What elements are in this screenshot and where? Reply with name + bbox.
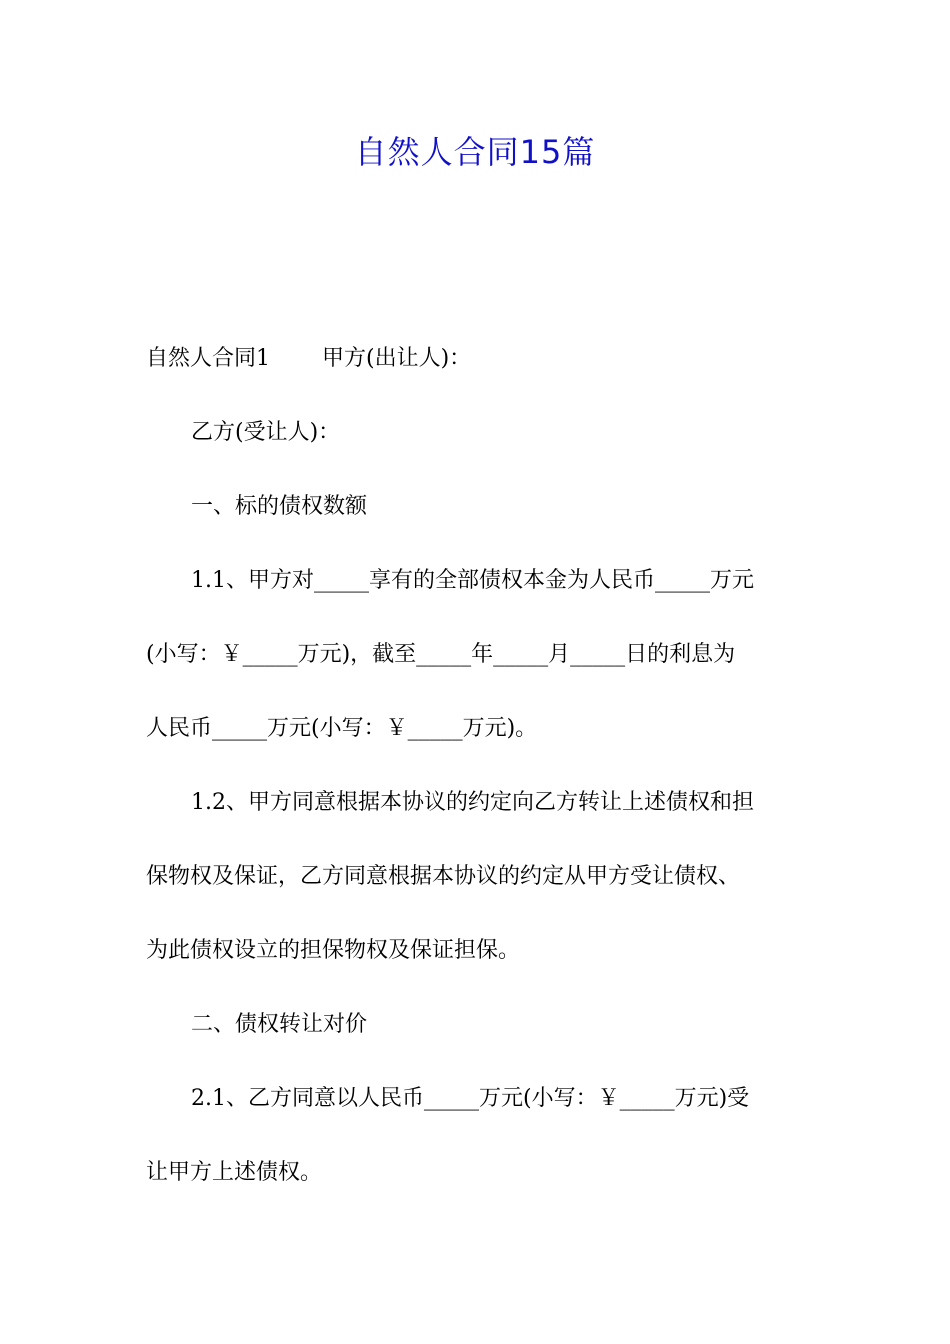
party-a-label: 甲方(出让人)：	[322, 346, 472, 371]
clause-1-2-line-3: 为此债权设立的担保物权及保证担保。	[146, 938, 521, 963]
clause-1-1-line-1: 1.1、甲方对_____享有的全部债权本金为人民币_____万元	[191, 568, 754, 593]
document-body	[146, 334, 808, 1222]
clause-1-1-line-3: 人民币_____万元(小写：￥_____万元)。	[146, 716, 538, 741]
contract-heading-line	[146, 334, 808, 408]
clause-1-1-line-2: (小写：￥_____万元)，截至_____年_____月_____日的利息为	[146, 642, 736, 667]
section-1-heading: 一、标的债权数额	[191, 494, 368, 519]
section-2-heading: 二、债权转让对价	[191, 1012, 368, 1037]
clause-1-2-line-2: 保物权及保证，乙方同意根据本协议的约定从甲方受让债权、	[146, 864, 741, 889]
party-b-label: 乙方(受让人)：	[191, 420, 341, 445]
clause-2-1-line-1: 2.1、乙方同意以人民币_____万元(小写：￥_____万元)受	[191, 1086, 750, 1111]
document-title: 自然人合同15篇	[354, 133, 596, 171]
clause-2-1-line-2: 让甲方上述债权。	[146, 1160, 323, 1185]
clause-1-2-line-1: 1.2、甲方同意根据本协议的约定向乙方转让上述债权和担	[191, 790, 754, 815]
contract-number: 自然人合同1	[146, 346, 270, 371]
